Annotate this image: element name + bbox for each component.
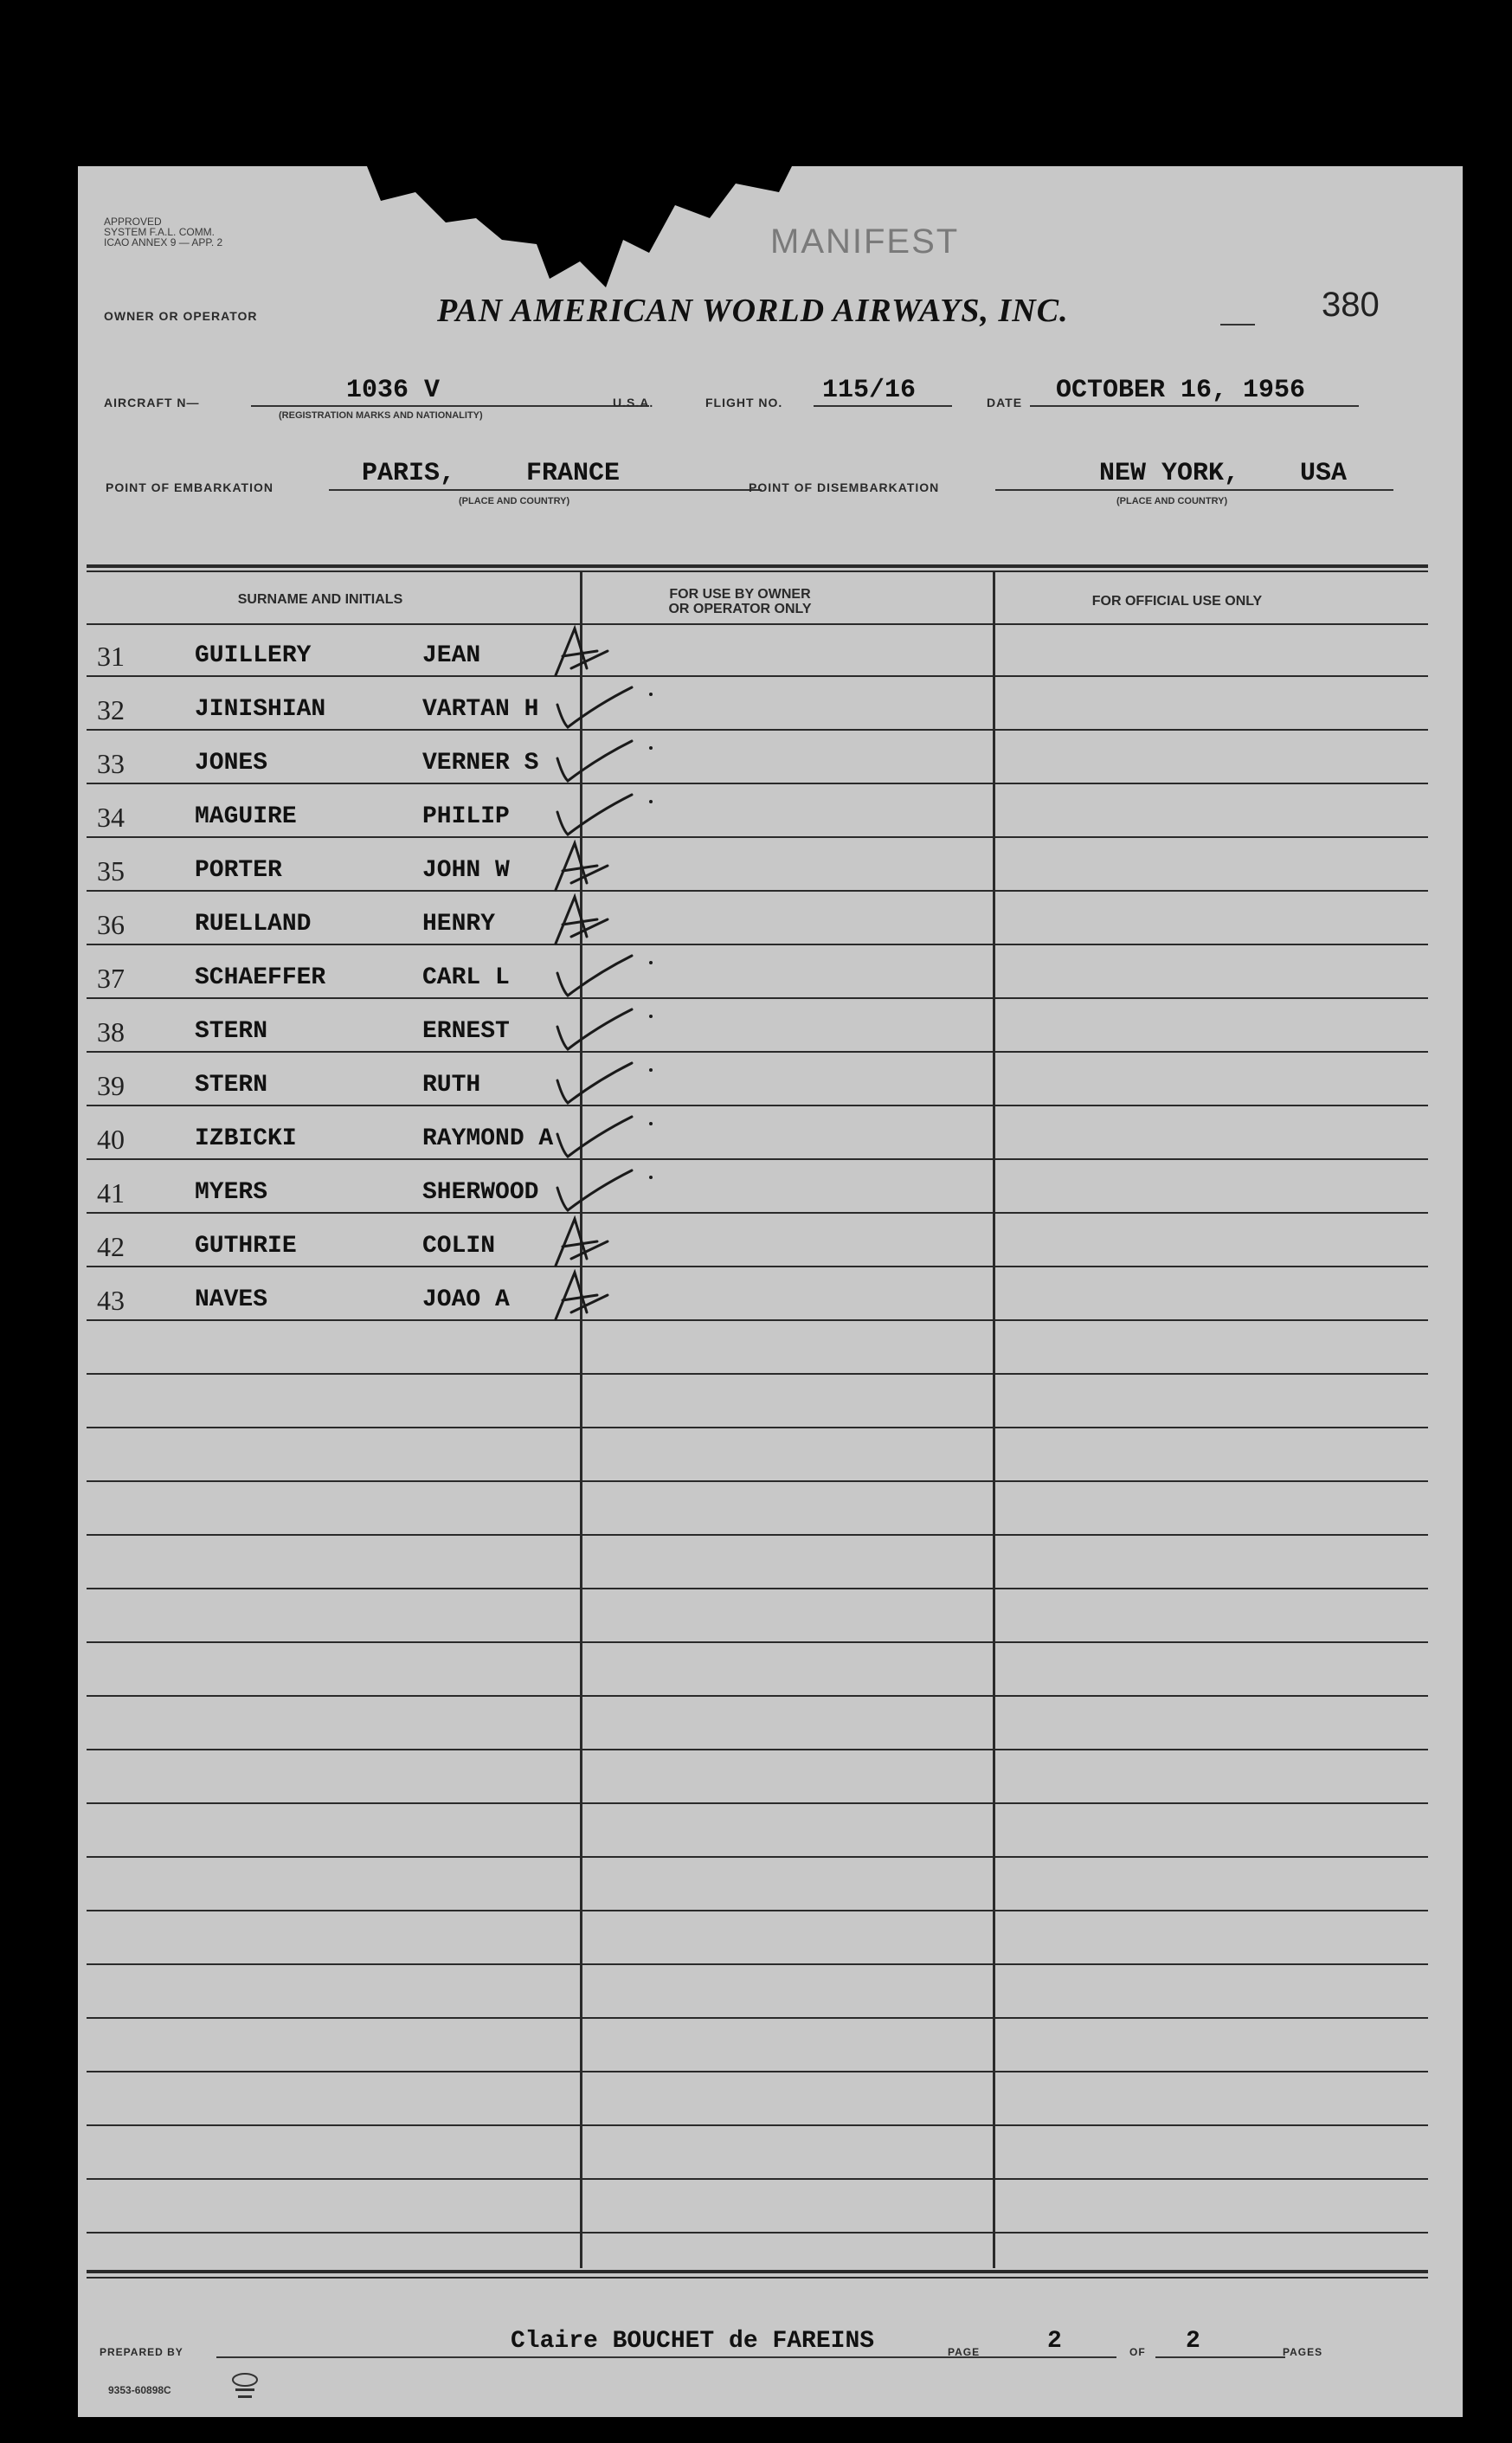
- row-number: 31: [97, 641, 125, 672]
- approval-line: SYSTEM F.A.L. COMM.: [104, 226, 216, 238]
- row-rule: [87, 1534, 1428, 1536]
- passenger-given-name: RUTH: [422, 1072, 481, 1099]
- check-mark-icon: [545, 1054, 666, 1108]
- row-rule: [87, 1158, 1428, 1160]
- column-header-official: FOR OFFICIAL USE ONLY: [1091, 594, 1263, 609]
- table-header-rule: [87, 623, 1428, 625]
- of-underline: [1155, 2356, 1285, 2358]
- column-header-owner-line1: FOR USE BY OWNER: [669, 587, 811, 602]
- disembarkation-city: NEW YORK,: [1099, 459, 1240, 488]
- row-rule: [87, 1749, 1428, 1750]
- aircraft-sublabel: (REGISTRATION MARKS AND NATIONALITY): [279, 410, 483, 421]
- passenger-surname: STERN: [195, 1018, 268, 1045]
- passenger-given-name: COLIN: [422, 1233, 496, 1260]
- column-divider-2: [993, 571, 995, 2268]
- passenger-given-name: PHILIP: [422, 803, 510, 830]
- row-number: 37: [97, 963, 125, 994]
- row-rule: [87, 2178, 1428, 2180]
- passenger-surname: GUTHRIE: [195, 1233, 297, 1260]
- row-number: 38: [97, 1016, 125, 1047]
- embarkation-sublabel: (PLACE AND COUNTRY): [459, 496, 570, 506]
- manifest-sheet: [78, 166, 1463, 2417]
- passenger-surname: JONES: [195, 750, 268, 777]
- table-top-rule: [87, 564, 1428, 568]
- aircraft-underline: [251, 405, 649, 407]
- row-rule: [87, 675, 1428, 677]
- approval-notice: [104, 216, 222, 248]
- row-rule: [87, 1319, 1428, 1321]
- row-rule: [87, 1856, 1428, 1858]
- torn-paper-damage: [364, 166, 796, 296]
- check-mark-icon: [545, 1108, 666, 1162]
- approval-line: ICAO ANNEX 9 — APP. 2: [104, 236, 223, 248]
- pages-label: PAGES: [1283, 2346, 1323, 2358]
- row-rule: [87, 2071, 1428, 2072]
- page-label: PAGE: [948, 2346, 981, 2358]
- row-number: 43: [97, 1285, 125, 1316]
- row-rule: [87, 2124, 1428, 2126]
- row-number: 33: [97, 748, 125, 779]
- row-rule: [87, 2017, 1428, 2019]
- flight-underline: [814, 405, 952, 407]
- flight-value: 115/16: [822, 376, 917, 405]
- passenger-given-name: JOHN W: [422, 857, 510, 884]
- row-rule: [87, 944, 1428, 945]
- check-mark-icon: [545, 786, 666, 840]
- passenger-given-name: JOAO A: [422, 1286, 510, 1313]
- passenger-given-name: HENRY: [422, 911, 496, 938]
- row-rule: [87, 1588, 1428, 1589]
- passenger-surname: RUELLAND: [195, 911, 312, 938]
- form-number: 9353-60898C: [108, 2384, 171, 2396]
- of-value: 2: [1186, 2328, 1200, 2355]
- approval-a-mark-icon: [545, 893, 666, 947]
- check-mark-icon: [545, 732, 666, 786]
- table-top-rule-inner: [87, 570, 1428, 572]
- table-bottom-rule: [87, 2270, 1428, 2273]
- prepared-by-value: Claire BOUCHET de FAREINS: [511, 2328, 875, 2355]
- embarkation-country: FRANCE: [526, 459, 621, 488]
- passenger-surname: IZBICKI: [195, 1125, 297, 1152]
- row-rule: [87, 1910, 1428, 1911]
- owner-label: OWNER OR OPERATOR: [104, 309, 258, 323]
- passenger-given-name: JEAN: [422, 642, 481, 669]
- passenger-surname: SCHAEFFER: [195, 964, 326, 991]
- row-rule: [87, 997, 1428, 999]
- row-rule: [87, 729, 1428, 731]
- row-rule: [87, 1105, 1428, 1106]
- row-number: 35: [97, 855, 125, 886]
- date-label: DATE: [987, 396, 1023, 409]
- aircraft-value: 1036 V: [346, 376, 441, 405]
- embarkation-city: PARIS,: [362, 459, 456, 488]
- check-mark-icon: [545, 947, 666, 1001]
- check-mark-icon: [545, 1001, 666, 1054]
- passenger-surname: JINISHIAN: [195, 696, 326, 723]
- passenger-given-name: RAYMOND A: [422, 1125, 554, 1152]
- disembarkation-country: USA: [1300, 459, 1348, 488]
- of-label: OF: [1129, 2346, 1146, 2358]
- page-underline: [987, 2356, 1116, 2358]
- date-underline: [1030, 405, 1359, 407]
- check-mark-icon: [545, 1162, 666, 1215]
- column-header-name: SURNAME AND INITIALS: [237, 592, 403, 607]
- row-rule: [87, 2232, 1428, 2234]
- row-rule: [87, 1695, 1428, 1697]
- row-rule: [87, 1212, 1428, 1214]
- row-rule: [87, 890, 1428, 892]
- approval-a-mark-icon: [545, 625, 666, 679]
- disembarkation-sublabel: (PLACE AND COUNTRY): [1116, 496, 1228, 506]
- disembarkation-underline: [995, 489, 1393, 491]
- page-number: 380: [1322, 286, 1380, 324]
- row-rule: [87, 1427, 1428, 1428]
- passenger-given-name: SHERWOOD: [422, 1179, 539, 1206]
- row-rule: [87, 836, 1428, 838]
- row-number: 36: [97, 909, 125, 940]
- page-value: 2: [1047, 2328, 1062, 2355]
- prepared-by-underline: [216, 2356, 1021, 2358]
- table-bottom-rule-inner: [87, 2277, 1428, 2279]
- passenger-given-name: VARTAN H: [422, 696, 539, 723]
- approval-a-mark-icon: [545, 1269, 666, 1323]
- approval-a-mark-icon: [545, 1215, 666, 1269]
- usa-label: U.S.A.: [613, 396, 654, 409]
- check-mark-icon: [545, 679, 666, 732]
- date-value: OCTOBER 16, 1956: [1056, 376, 1306, 405]
- row-rule: [87, 1051, 1428, 1053]
- row-number: 32: [97, 694, 125, 725]
- row-number: 40: [97, 1124, 125, 1155]
- passenger-given-name: CARL L: [422, 964, 510, 991]
- row-rule: [87, 1963, 1428, 1965]
- row-number: 41: [97, 1177, 125, 1209]
- row-rule: [87, 1373, 1428, 1375]
- row-rule: [87, 1641, 1428, 1643]
- union-label-stamp-icon: [225, 2369, 265, 2404]
- row-number: 39: [97, 1070, 125, 1101]
- passenger-surname: PORTER: [195, 857, 282, 884]
- passenger-given-name: ERNEST: [422, 1018, 510, 1045]
- row-rule: [87, 1802, 1428, 1804]
- passenger-surname: MYERS: [195, 1179, 268, 1206]
- approval-line: APPROVED: [104, 216, 162, 228]
- passenger-surname: STERN: [195, 1072, 268, 1099]
- passenger-given-name: VERNER S: [422, 750, 539, 777]
- row-rule: [87, 1480, 1428, 1482]
- approval-a-mark-icon: [545, 840, 666, 893]
- row-number: 42: [97, 1231, 125, 1262]
- owner-value: PAN AMERICAN WORLD AIRWAYS, INC.: [437, 293, 1069, 329]
- row-rule: [87, 1266, 1428, 1267]
- row-rule: [87, 783, 1428, 784]
- passenger-surname: NAVES: [195, 1286, 268, 1313]
- row-number: 34: [97, 802, 125, 833]
- passenger-surname: GUILLERY: [195, 642, 312, 669]
- passenger-surname: MAGUIRE: [195, 803, 297, 830]
- owner-underline: [1220, 324, 1255, 326]
- embarkation-label: POINT OF EMBARKATION: [106, 480, 273, 494]
- column-header-owner-line2: OR OPERATOR ONLY: [668, 602, 812, 616]
- prepared-by-label: PREPARED BY: [100, 2346, 183, 2358]
- embarkation-underline: [329, 489, 762, 491]
- document-title: MANIFEST: [770, 222, 960, 261]
- flight-label: FLIGHT NO.: [705, 396, 783, 409]
- aircraft-label: AIRCRAFT N—: [104, 396, 200, 409]
- disembarkation-label: POINT OF DISEMBARKATION: [749, 480, 940, 494]
